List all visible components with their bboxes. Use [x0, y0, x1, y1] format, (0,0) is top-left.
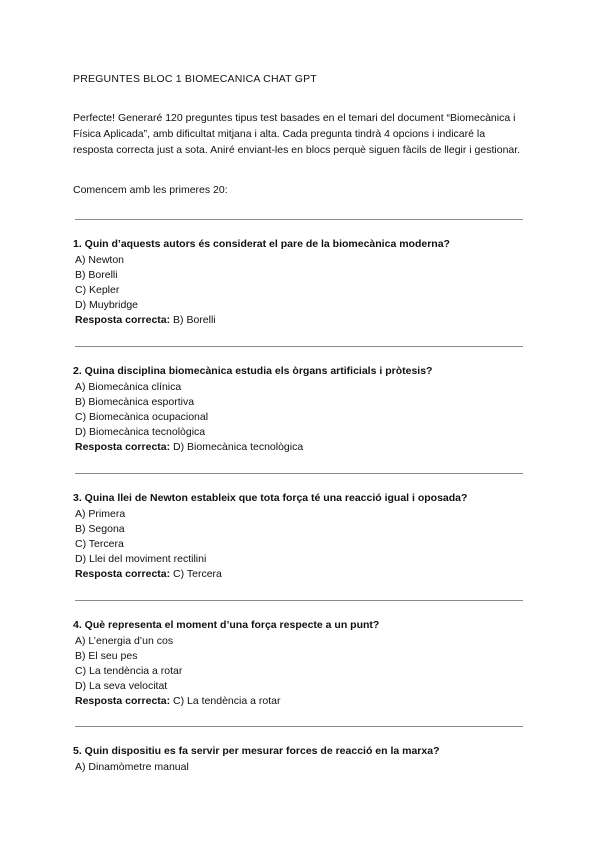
intro-paragraph: Perfecte! Generaré 120 preguntes tipus test basades en el temari del document “Biomecànica i Física Aplicada”, amb dificultat mitjana i alta. Cada pregunta tindrà 4 opcions i indicaré la resposta correcta just a sota. Aniré enviant-les en blocs perquè siguen fàcils de llegir i gestionar.: [73, 112, 521, 156]
answer-value: C) Tercera: [173, 568, 222, 580]
option: C) Biomecànica ocupacional: [75, 411, 209, 423]
option: D) Muybridge: [75, 299, 139, 311]
option: A) Biomecànica clínica: [75, 381, 182, 393]
answer-line: [73, 567, 533, 582]
answer-label: Resposta correcta:: [75, 695, 171, 707]
option: C) Tercera: [75, 538, 124, 550]
option: A) Primera: [75, 508, 126, 520]
option: B) Segona: [75, 523, 125, 535]
question-3: [73, 491, 533, 582]
lead-text: Comencem amb les primeres 20:: [73, 184, 228, 196]
question-text: 5. Quin dispositiu es fa servir per mesurar forces de reacció en la marxa?: [73, 745, 440, 757]
answer-label: Resposta correcta:: [75, 568, 171, 580]
question-text: 1. Quin d’aquests autors és considerat el pare de la biomecànica moderna?: [73, 238, 450, 250]
option: A) Dinamòmetre manual: [75, 761, 189, 773]
answer-line: [73, 440, 533, 455]
question-1: [73, 237, 533, 328]
question-text: 2. Quina disciplina biomecànica estudia els òrgans artificials i pròtesis?: [73, 365, 433, 377]
divider: [75, 346, 523, 347]
option: C) La tendència a rotar: [75, 665, 183, 677]
option: C) Kepler: [75, 284, 120, 296]
option: B) Biomecànica esportiva: [75, 396, 195, 408]
answer-line: [73, 313, 533, 328]
question-5: [73, 744, 533, 775]
question-text: 4. Què representa el moment d’una força respecte a un punt?: [73, 619, 380, 631]
answer-label: Resposta correcta:: [75, 441, 171, 453]
option: B) El seu pes: [75, 650, 138, 662]
option: A) Newton: [75, 254, 125, 266]
answer-value: C) La tendència a rotar: [173, 695, 281, 707]
divider: [75, 600, 523, 601]
option: A) L’energia d’un cos: [75, 635, 174, 647]
question-4: [73, 618, 533, 709]
option: B) Borelli: [75, 269, 118, 281]
question-2: [73, 364, 533, 455]
answer-line: [73, 694, 533, 709]
question-text: 3. Quina llei de Newton estableix que tota força té una reacció igual i oposada?: [73, 492, 468, 504]
divider: [75, 473, 523, 474]
divider: [75, 219, 523, 220]
option: D) La seva velocitat: [75, 680, 168, 692]
answer-value: D) Biomecànica tecnològica: [173, 441, 304, 453]
option: D) Llei del moviment rectilini: [75, 553, 207, 565]
answer-label: Resposta correcta:: [75, 314, 171, 326]
option: D) Biomecànica tecnològica: [75, 426, 206, 438]
document-title: PREGUNTES BLOC 1 BIOMECANICA CHAT GPT: [73, 73, 317, 85]
divider: [75, 726, 523, 727]
answer-value: B) Borelli: [173, 314, 216, 326]
